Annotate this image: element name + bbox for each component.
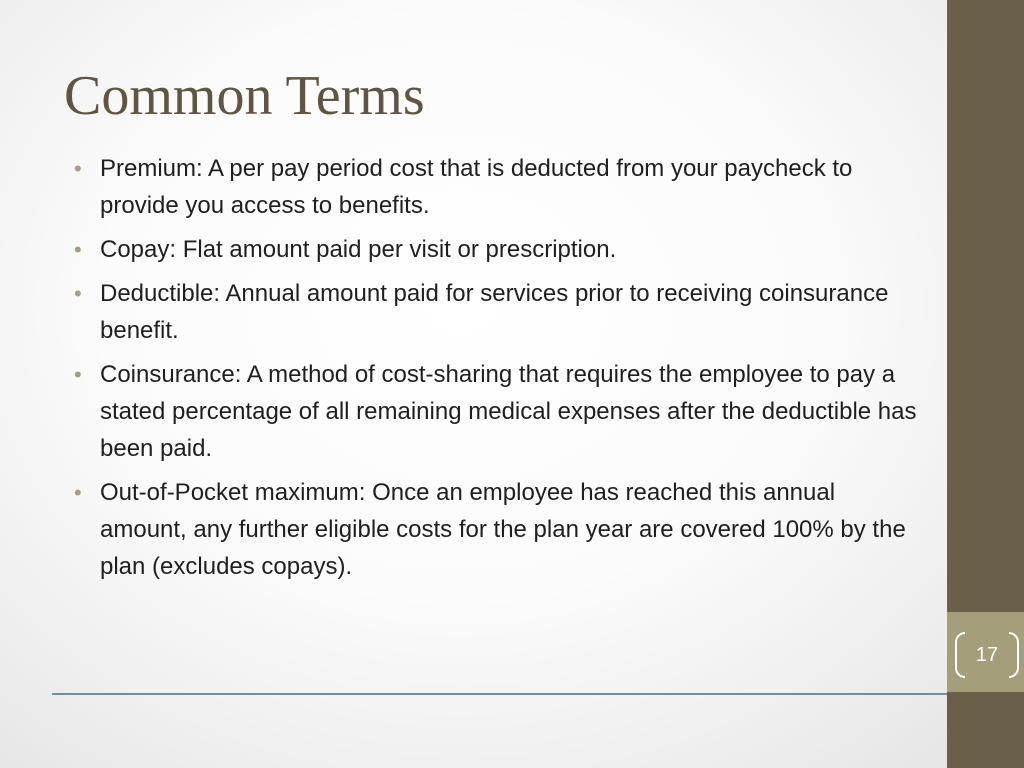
bullet-item-coinsurance — [72, 356, 922, 467]
bullet-text: Coinsurance: A method of cost-sharing that requires the employee to pay a stated percentage of all remaining medical expenses after the deductible has been paid. — [100, 361, 917, 462]
bullet-dot-icon: • — [74, 237, 82, 262]
bullet-dot-icon: • — [74, 156, 82, 181]
bullet-text: Copay: Flat amount paid per visit or prescription. — [100, 236, 617, 263]
bullet-item-premium — [72, 150, 922, 224]
bullet-dot-icon: • — [74, 281, 82, 306]
bullet-text: Out-of-Pocket maximum: Once an employee has reached this annual amount, any further eligible costs for the plan year are covered 100% by the plan (excludes copays). — [100, 479, 906, 580]
bullet-item-out-of-pocket — [72, 474, 922, 585]
page-number — [955, 632, 1019, 678]
bullet-dot-icon: • — [74, 362, 82, 387]
slide-title: Common Terms — [64, 65, 425, 127]
bullet-dot-icon: • — [74, 480, 82, 505]
bullet-item-copay — [72, 231, 922, 268]
page-number-text: 17 — [975, 643, 999, 666]
bottom-divider — [52, 693, 947, 695]
bullet-list — [72, 150, 922, 592]
bullet-text: Deductible: Annual amount paid for services prior to receiving coinsurance benefit. — [100, 280, 889, 344]
bullet-text: Premium: A per pay period cost that is deducted from your paycheck to provide you access to benefits. — [100, 155, 853, 219]
bracket-right-icon — [1009, 632, 1019, 678]
bullet-item-deductible — [72, 275, 922, 349]
bracket-left-icon — [955, 632, 965, 678]
